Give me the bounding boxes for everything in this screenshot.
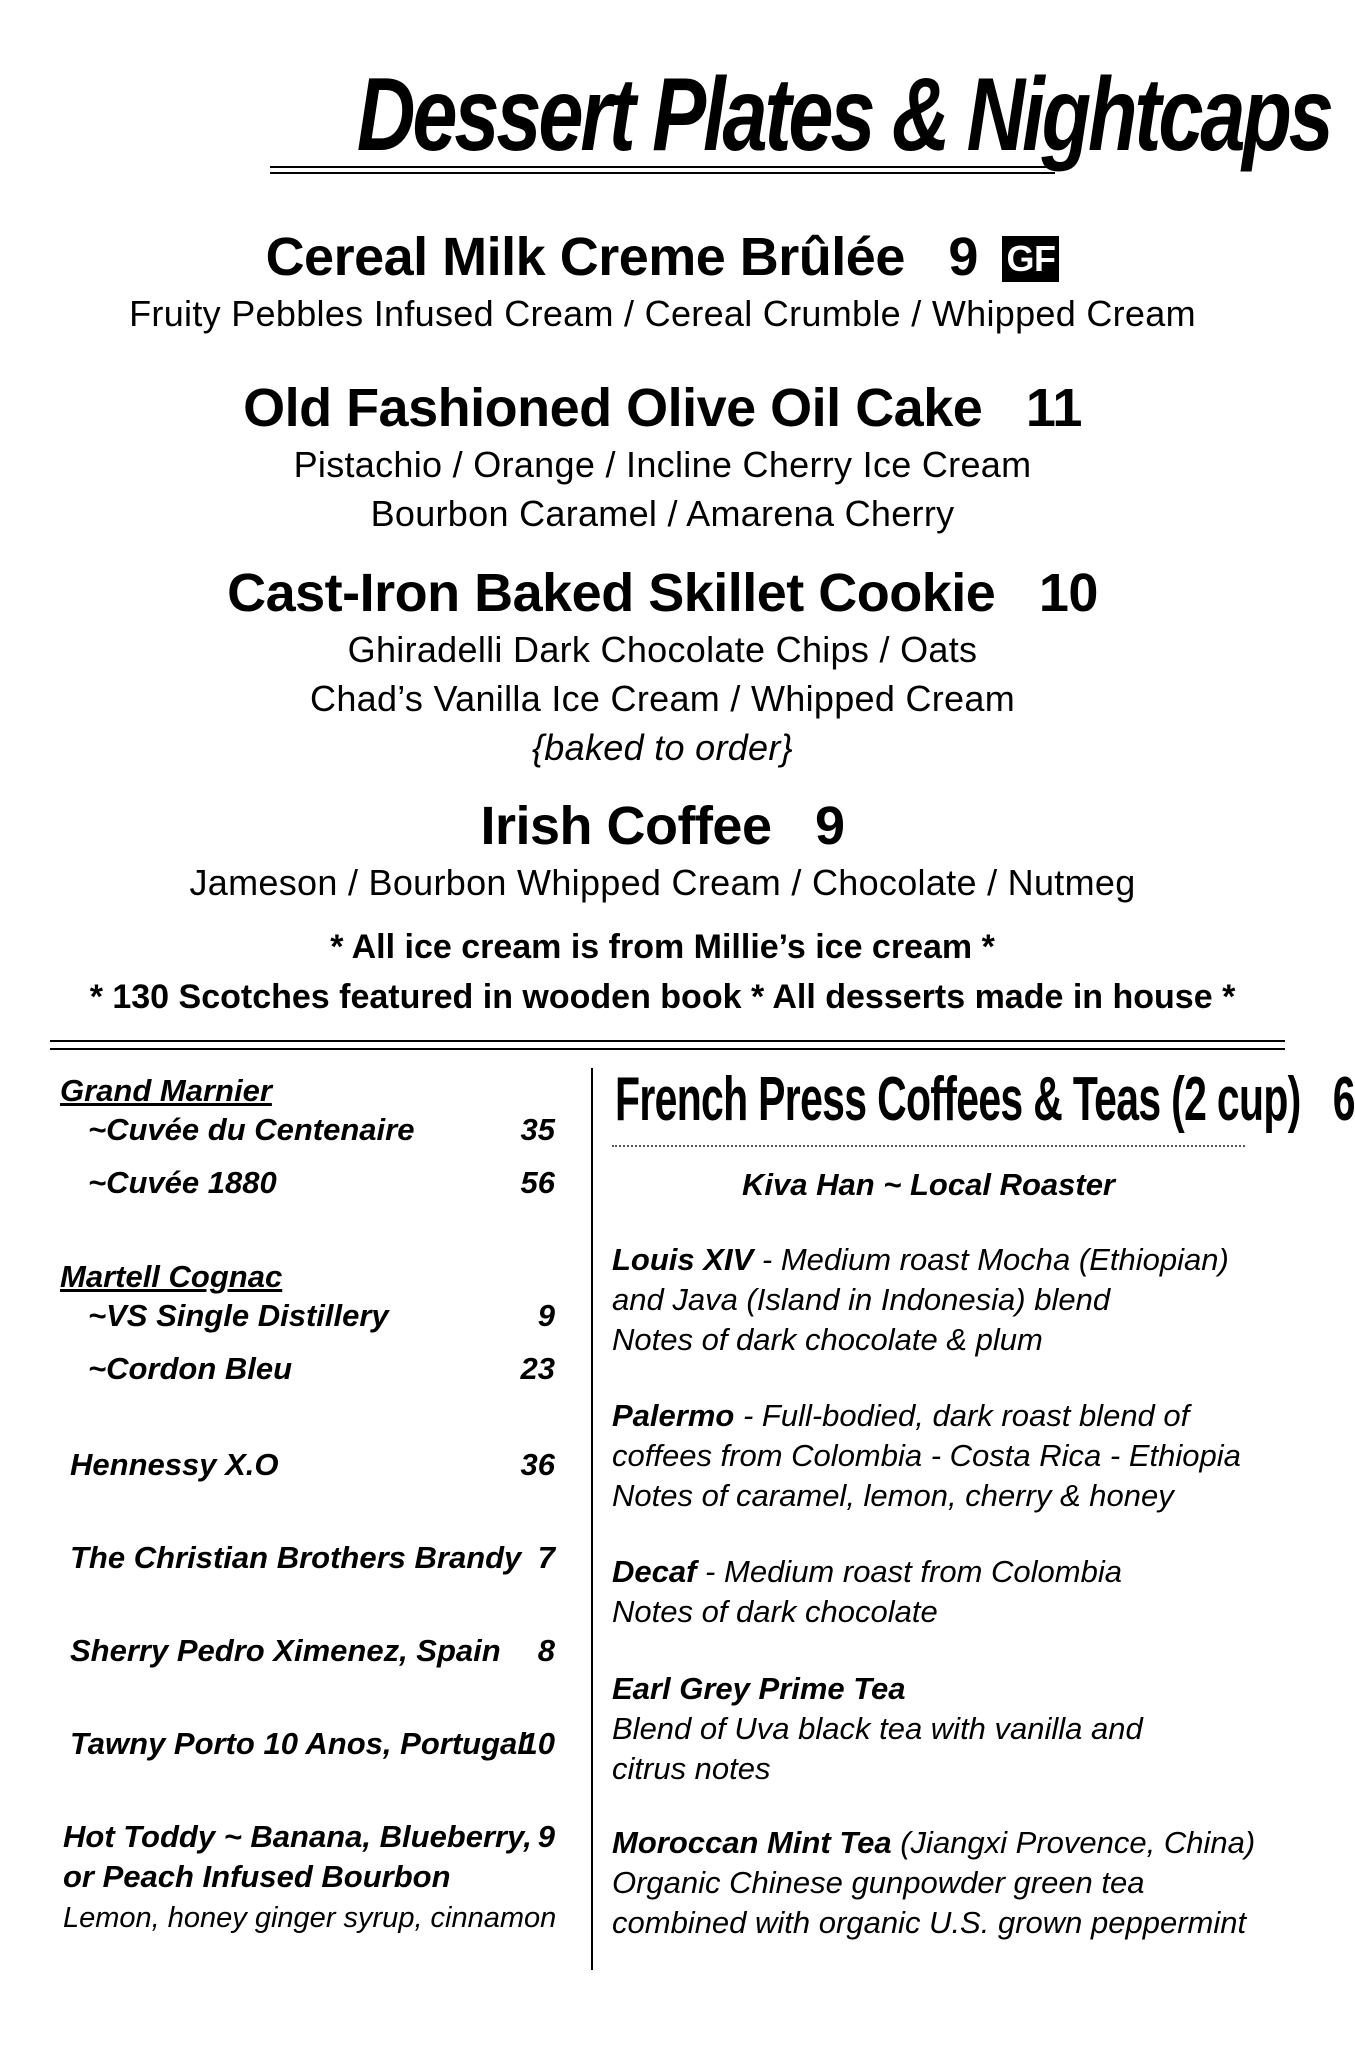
spirit-name: ~Cuvée 1880 <box>88 1165 277 1200</box>
dessert-name-line <box>40 794 1285 858</box>
dessert-name: Cereal Milk Creme Brûlée <box>265 227 905 287</box>
coffee-desc: Medium roast Mocha (Ethiopian) <box>780 1242 1229 1277</box>
coffee-item <box>612 1669 1302 1789</box>
spirit-name: ~Cuvée du Centenaire <box>88 1112 415 1147</box>
spirit-price: 56 <box>520 1165 555 1200</box>
dessert-description: {baked to order} <box>531 727 793 768</box>
dessert-item <box>40 561 1285 772</box>
page-title: Dessert Plates & Nightcaps <box>356 57 1331 173</box>
coffee-desc: Notes of dark chocolate & plum <box>612 1322 1043 1357</box>
gluten-free-badge: GF <box>1002 236 1059 282</box>
coffee-name: Louis XIV <box>612 1242 754 1277</box>
dessert-description: Ghiradelli Dark Chocolate Chips / Oats <box>347 629 978 670</box>
hot-toddy-price: 9 <box>537 1819 555 1854</box>
title-underline <box>270 166 1055 168</box>
coffee-desc: combined with organic U.S. grown peppermint <box>612 1905 1247 1940</box>
separator <box>892 1825 901 1860</box>
hot-toddy-name: Hot Toddy ~ Banana, Blueberry, <box>63 1819 532 1854</box>
title-underline-2 <box>270 172 1055 174</box>
spirit-name: Tawny Porto 10 Anos, Portugal <box>70 1726 526 1761</box>
spirit-price: 9 <box>537 1298 555 1333</box>
dessert-description: Bourbon Caramel / Amarena Cherry <box>370 493 955 534</box>
coffee-name: Palermo <box>612 1398 735 1433</box>
coffee-desc: citrus notes <box>612 1751 771 1786</box>
separator: - <box>734 1398 762 1433</box>
spirit-name: Hennessy X.O <box>70 1447 279 1482</box>
coffee-section-title <box>615 1060 1355 1140</box>
spirit-price: 36 <box>520 1447 555 1482</box>
spirit-price: 7 <box>537 1540 555 1575</box>
coffee-desc: Blend of Uva black tea with vanilla and <box>612 1711 1143 1746</box>
dessert-price: 9 <box>815 796 845 856</box>
coffee-desc: Medium roast from Colombia <box>724 1554 1122 1589</box>
ice-cream-note: * All ice cream is from Millie’s ice cream * <box>330 928 995 966</box>
coffee-desc: Organic Chinese gunpowder green tea <box>612 1865 1145 1900</box>
spirit-name: ~Cordon Bleu <box>88 1351 293 1386</box>
dessert-item <box>40 376 1285 538</box>
coffee-desc: and Java (Island in Indonesia) blend <box>612 1282 1111 1317</box>
dessert-description: Pistachio / Orange / Incline Cherry Ice Cream <box>293 444 1032 485</box>
dessert-description: Jameson / Bourbon Whipped Cream / Chocolate / Nutmeg <box>189 862 1136 903</box>
dessert-item <box>40 794 1285 907</box>
spirit-heading: Grand Marnier <box>60 1073 272 1108</box>
spirit-name: Sherry Pedro Ximenez, Spain <box>70 1633 501 1668</box>
spirit-price: 8 <box>537 1633 555 1668</box>
coffee-item <box>612 1240 1302 1360</box>
dessert-name: Irish Coffee <box>480 796 772 856</box>
hot-toddy-name-2: or Peach Infused Bourbon <box>63 1859 451 1894</box>
separator: - <box>696 1554 724 1589</box>
coffee-desc: coffees from Colombia - Costa Rica - Ethiopia <box>612 1438 1241 1473</box>
dessert-name-line <box>40 561 1285 625</box>
coffee-desc: Full-bodied, dark roast blend of <box>761 1398 1190 1433</box>
roaster-label: Kiva Han ~ Local Roaster <box>742 1167 1115 1202</box>
coffee-title-text: French Press Coffees & Teas (2 cup) <box>615 1065 1301 1134</box>
dessert-description: Fruity Pebbles Infused Cream / Cereal Crumble / Whipped Cream <box>129 293 1196 334</box>
coffee-item <box>612 1823 1302 1943</box>
spirit-price: 23 <box>520 1351 555 1386</box>
dessert-description: Chad’s Vanilla Ice Cream / Whipped Cream <box>310 678 1015 719</box>
dessert-item <box>40 225 1285 338</box>
dessert-price: 9 <box>948 227 978 287</box>
spirit-price: 10 <box>520 1726 555 1761</box>
dessert-name: Cast-Iron Baked Skillet Cookie <box>227 563 996 623</box>
spirit-price: 35 <box>520 1112 555 1147</box>
coffee-name: Earl Grey Prime Tea <box>612 1671 906 1706</box>
coffee-item <box>612 1396 1302 1516</box>
dessert-price: 11 <box>1025 378 1082 438</box>
coffee-desc: Notes of dark chocolate <box>612 1594 938 1629</box>
dessert-price: 10 <box>1038 563 1098 623</box>
coffee-item <box>612 1552 1302 1632</box>
spirit-heading: Martell Cognac <box>60 1259 283 1294</box>
hot-toddy-description: Lemon, honey ginger syrup, cinnamon <box>63 1902 557 1934</box>
coffee-name: Decaf <box>612 1554 697 1589</box>
coffee-desc: Notes of caramel, lemon, cherry & honey <box>612 1478 1174 1513</box>
dessert-name-line <box>40 225 1285 289</box>
dotted-divider <box>612 1145 1245 1147</box>
coffee-price: 6 <box>1332 1065 1355 1134</box>
dessert-name: Old Fashioned Olive Oil Cake <box>243 378 983 438</box>
separator: - <box>753 1242 781 1277</box>
spirit-name: ~VS Single Distillery <box>88 1298 389 1333</box>
dessert-name-line <box>40 376 1285 440</box>
coffee-desc: (Jiangxi Provence, China) <box>900 1825 1256 1860</box>
house-note: * 130 Scotches featured in wooden book * All desserts made in house * <box>89 978 1236 1016</box>
spirit-name: The Christian Brothers Brandy <box>70 1540 522 1575</box>
column-divider <box>591 1068 593 1970</box>
section-divider <box>50 1040 1285 1050</box>
coffee-name: Moroccan Mint Tea <box>612 1825 892 1860</box>
